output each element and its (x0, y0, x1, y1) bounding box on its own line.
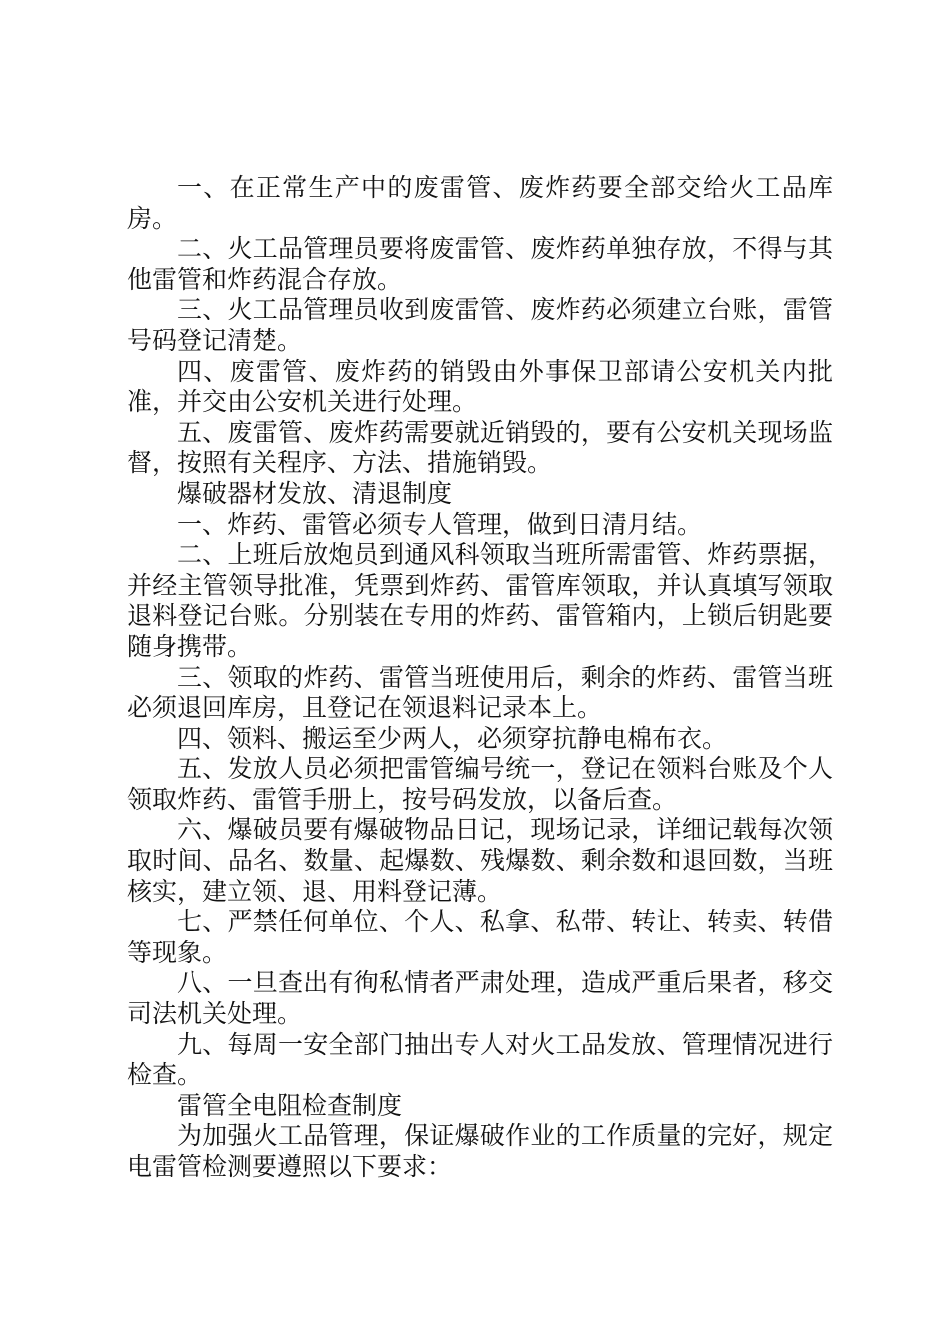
section-heading-distribution: 爆破器材发放、清退制度 (177, 478, 453, 508)
paragraph-waste-3: 三、火工品管理员收到废雷管、废炸药必须建立台账，雷管号码登记清楚。 (127, 295, 833, 355)
paragraph-distribution-6: 六、爆破员要有爆破物品日记，现场记录，详细记载每次领取时间、品名、数量、起爆数、残爆数、剩余数和退回数，当班核实，建立领、退、用料登记薄。 (127, 815, 833, 906)
paragraph-resistance-intro: 为加强火工品管理，保证爆破作业的工作质量的完好，规定电雷管检测要遵照以下要求： (127, 1121, 833, 1181)
paragraph-distribution-9: 九、每周一安全部门抽出专人对火工品发放、管理情况进行检查。 (127, 1029, 833, 1090)
document-body (127, 173, 833, 1183)
paragraph-distribution-5: 五、发放人员必须把雷管编号统一，登记在领料台账及个人领取炸药、雷管手册上，按号码发放，以备后查。 (127, 754, 833, 814)
paragraph-waste-4: 四、废雷管、废炸药的销毁由外事保卫部请公安机关内批准，并交由公安机关进行处理。 (127, 356, 833, 417)
paragraph-distribution-3: 三、领取的炸药、雷管当班使用后，剩余的炸药、雷管当班必须退回库房，且登记在领退料记录本上。 (127, 662, 833, 723)
section-heading-resistance-check: 雷管全电阻检查制度 (177, 1090, 403, 1120)
paragraph-waste-2: 二、火工品管理员要将废雷管、废炸药单独存放，不得与其他雷管和炸药混合存放。 (127, 234, 833, 294)
paragraph-distribution-2: 二、上班后放炮员到通风科领取当班所需雷管、炸药票据，并经主管领导批准，凭票到炸药、雷管库领取，并认真填写领取退料登记台账。分别装在专用的炸药、雷管箱内，上锁后钥匙要随身携带。 (127, 540, 833, 661)
paragraph-distribution-4: 四、领料、搬运至少两人，必须穿抗静电棉布衣。 (177, 723, 728, 753)
paragraph-distribution-1: 一、炸药、雷管必须专人管理，做到日清月结。 (177, 509, 703, 539)
paragraph-waste-5: 五、废雷管、废炸药需要就近销毁的，要有公安机关现场监督，按照有关程序、方法、措施销毁。 (127, 417, 833, 478)
paragraph-distribution-8: 八、一旦查出有徇私情者严肃处理，造成严重后果者，移交司法机关处理。 (127, 968, 833, 1029)
paragraph-waste-1: 一、在正常生产中的废雷管、废炸药要全部交给火工品库房。 (127, 173, 833, 233)
paragraph-distribution-7: 七、严禁任何单位、个人、私拿、私带、转让、转卖、转借等现象。 (127, 907, 833, 967)
